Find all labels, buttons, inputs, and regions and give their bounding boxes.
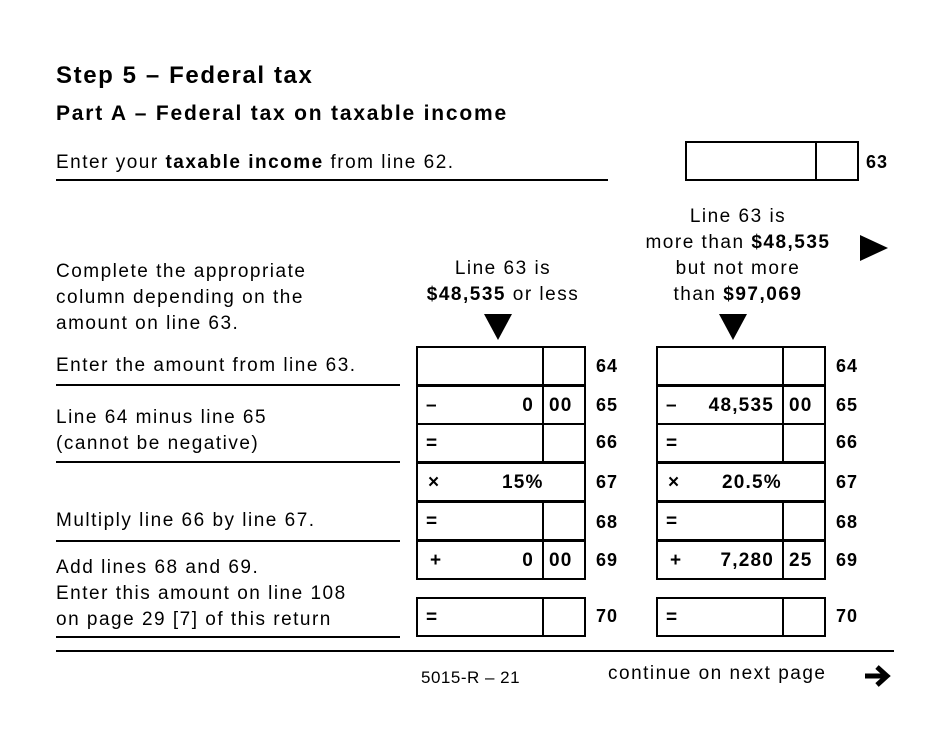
line-number-64: 64 <box>596 356 619 376</box>
column-2-header-line-2: more than $48,535 <box>645 232 831 253</box>
line-number-63: 63 <box>866 152 889 172</box>
row-65-label: Line 64 minus line 65 <box>56 407 268 428</box>
plus-sign: + <box>670 550 682 571</box>
row-66-underline <box>56 461 400 463</box>
column-1-header-line-1: Line 63 is <box>454 258 552 279</box>
cents-divider <box>782 425 784 461</box>
times-sign: × <box>428 472 440 493</box>
instruction-line-3: amount on line 63. <box>56 313 240 334</box>
cents-divider <box>782 599 784 635</box>
row-64-underline <box>56 384 400 386</box>
line-number-64: 64 <box>836 356 859 376</box>
column-2-line-65 <box>656 385 826 425</box>
column-1-line-66-input[interactable] <box>416 423 586 463</box>
column-1-line-70-input[interactable] <box>416 597 586 637</box>
line-69-cents: 00 <box>549 550 573 571</box>
line-69-cents: 25 <box>789 550 813 571</box>
line-number-66: 66 <box>836 432 859 452</box>
row-70-label-line-1: Enter this amount on line 108 <box>56 583 347 604</box>
column-1-line-67 <box>416 462 586 502</box>
line-number-70: 70 <box>596 606 619 626</box>
line-number-68: 68 <box>596 512 619 532</box>
column-2-line-67 <box>656 462 826 502</box>
instruction-line-2: column depending on the <box>56 287 304 308</box>
cents-divider <box>782 503 784 539</box>
continue-text: continue on next page <box>608 663 827 684</box>
line-number-68: 68 <box>836 512 859 532</box>
cents-divider <box>815 143 817 179</box>
line-number-67: 67 <box>596 472 619 492</box>
arrow-right-icon <box>860 235 888 261</box>
line-number-65: 65 <box>836 395 859 415</box>
plus-sign: + <box>430 550 442 571</box>
equals-sign: = <box>426 511 438 532</box>
line-63-label: Enter your taxable income from line 62. <box>56 152 455 173</box>
cents-divider <box>542 599 544 635</box>
column-1-line-65 <box>416 385 586 425</box>
line-number-67: 67 <box>836 472 859 492</box>
footer-rule <box>56 650 894 652</box>
line-number-70: 70 <box>836 606 859 626</box>
line-number-65: 65 <box>596 395 619 415</box>
line-63-underline <box>56 179 608 181</box>
row-68-underline <box>56 540 400 542</box>
column-2-line-68-input[interactable] <box>656 501 826 541</box>
column-1-line-64-input[interactable] <box>416 346 586 386</box>
instruction-line-1: Complete the appropriate <box>56 261 307 282</box>
times-sign: × <box>668 472 680 493</box>
column-2-line-70-input[interactable] <box>656 597 826 637</box>
row-68-label: Multiply line 66 by line 67. <box>56 510 316 531</box>
line-65-dollars: 0 <box>522 395 534 416</box>
cents-divider <box>782 387 784 423</box>
column-2-header-line-1: Line 63 is <box>689 206 787 227</box>
row-70-underline <box>56 636 400 638</box>
arrow-down-icon <box>484 314 512 340</box>
row-66-label: (cannot be negative) <box>56 433 260 454</box>
cents-divider <box>542 503 544 539</box>
column-2-line-64-input[interactable] <box>656 346 826 386</box>
line-number-69: 69 <box>836 550 859 570</box>
cents-divider <box>542 348 544 384</box>
arrow-right-icon <box>863 664 891 693</box>
column-2-header-line-3: but not more <box>675 258 801 279</box>
column-1-header-line-2: $48,535 or less <box>426 284 580 305</box>
line-63-input[interactable] <box>685 141 859 181</box>
line-65-dollars: 48,535 <box>708 395 774 416</box>
row-70-label-line-2: on page 29 [7] of this return <box>56 609 332 630</box>
row-69-label: Add lines 68 and 69. <box>56 557 260 578</box>
line-67-rate: 20.5% <box>722 472 782 493</box>
column-2-header-line-4: than $97,069 <box>673 284 803 305</box>
minus-sign: – <box>426 395 437 416</box>
equals-sign: = <box>666 607 678 628</box>
column-2-line-69 <box>656 540 826 580</box>
column-1-line-69 <box>416 540 586 580</box>
line-69-dollars: 7,280 <box>720 550 774 571</box>
column-1-line-68-input[interactable] <box>416 501 586 541</box>
cents-divider <box>542 542 544 578</box>
line-number-66: 66 <box>596 432 619 452</box>
cents-divider <box>542 425 544 461</box>
column-2-line-66-input[interactable] <box>656 423 826 463</box>
minus-sign: – <box>666 395 677 416</box>
cents-divider <box>782 348 784 384</box>
line-number-69: 69 <box>596 550 619 570</box>
line-67-rate: 15% <box>502 472 544 493</box>
equals-sign: = <box>666 433 678 454</box>
cents-divider <box>782 542 784 578</box>
equals-sign: = <box>426 433 438 454</box>
arrow-down-icon <box>719 314 747 340</box>
step-title: Step 5 – Federal tax <box>56 62 314 89</box>
equals-sign: = <box>426 607 438 628</box>
equals-sign: = <box>666 511 678 532</box>
line-65-cents: 00 <box>789 395 813 416</box>
part-title: Part A – Federal tax on taxable income <box>56 102 508 125</box>
form-id: 5015-R – 21 <box>421 668 521 687</box>
row-64-label: Enter the amount from line 63. <box>56 355 357 376</box>
line-65-cents: 00 <box>549 395 573 416</box>
line-69-dollars: 0 <box>522 550 534 571</box>
cents-divider <box>542 387 544 423</box>
